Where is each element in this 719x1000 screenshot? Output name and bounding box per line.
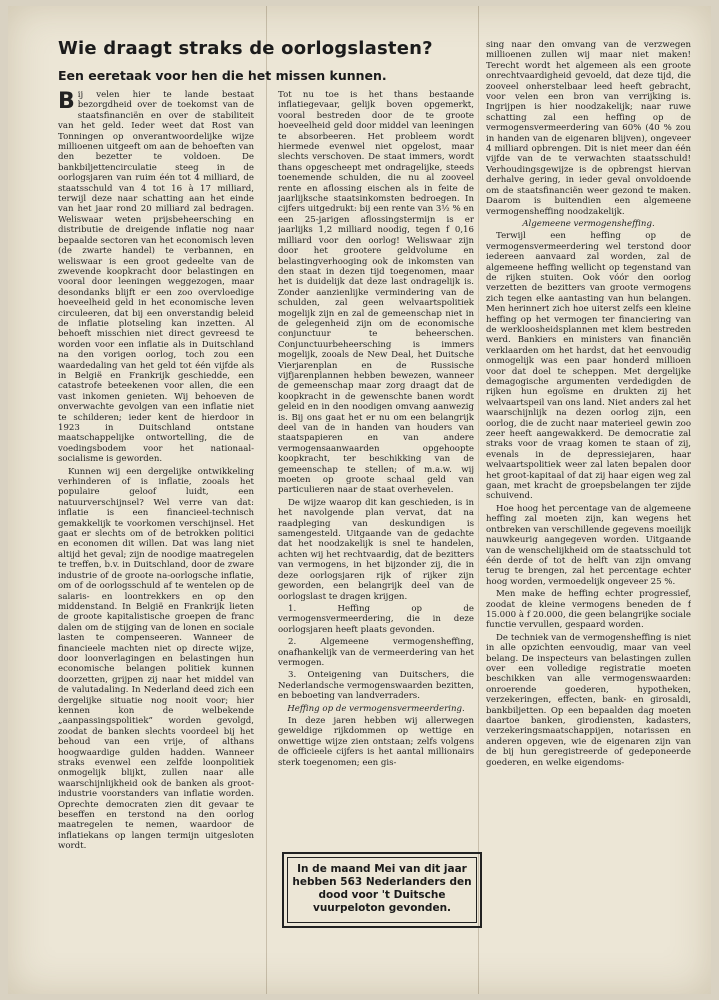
list-item: 2. Algemeene vermogensheffing, onafhankelijk van de vermeerdering van het vermogen. [278,637,474,668]
column-1 [58,90,254,940]
newspaper-page [8,6,711,994]
boxed-notice [282,852,482,928]
paragraph: sing naar den omvang van de verzwegen millioenen zullen wij maar niet maken! Terecht wordt het algemeen als een groote onrechtvaardigheid gevoeld, dat deze tijd, die zooveel onherstelbaar leed heeft gebracht, voor velen een bron van verrijking is. Ingrijpen is hier noodzakelijk; naar ruwe schatting zal een heffing op de vermogensvermeerdering van 60% (40 % zou in handen van de eigenaren blijven), ongeveer 4 milliard opbrengen. Dit is niet meer dan één vijfde van de te verwachten staatsschuld! Verhoudingsgewijze is de opbrengst hiervan derhalve gering, in ieder geval onvoldoende om de staatsfinanciën weer gezond te maken. Daarom is buitendien een algemeene vermogensheffing noodzakelijk. [486,40,691,217]
paragraph: Bij velen hier te lande bestaat bezorgdheid over de toekomst van de staatsfinanciën en over de stabiliteit van het geld. Ieder weet dat Rost van Tonningen op onverantwoordelijke wijze millioenen uitgeeft om aan de behoeften van den bezetter te voldoen. De bankbiljettencirculatie steeg in de oorlogsjaren van ruim één tot 4 milliard, de staatsschuld van 4 tot 16 à 17 milliard, terwijl deze naar schatting aan het einde van het jaar rond 20 milliard zal bedragen. Weliswaar weten prijsbeheersching en distributie de dreigende inflatie nog naar bepaalde sectoren van het economisch leven (de zwarte handel) te verbannen, en weliswaar is een groot gedeelte van de zwevende koopkracht door belastingen en vooral door leeningen weggezogen, maar desondanks blijft er een zoo overvloedige hoeveelheid geld in het economische leven circuleeren, dat bij een onverstandig beleid de inflatie plotseling kan inzetten. Al behoeft misschien niet direct gevreesd te worden voor een inflatie als in Duitschland na den vorigen oorlog, toch zou een waardedaling van het geld tot één vijfde als in België en Frankrijk geschiedde, een catastrofe beteekenen voor allen, die een vast inkomen genieten. Wij behoeven de onverwachte gevolgen van een inflatie niet te schilderen; ieder kent de hierdoor in 1923 in Duitschland ontstane maatschappelijke ontwortelling, die de voedingsbodem voor het nationaal-socialisme is geworden. [58,90,254,465]
paragraph: De techniek van de vermogensheffing is niet in alle opzichten eenvoudig, maar van veel belang. De inspecteurs van belastingen zullen over een volledige registratie moeten beschikken van alle vermogenswaarden: onroerende goederen, hypotheken, verzekeringen, effecten, bank- en girosaldi, bankbiljetten. Op een bepaalden dag moeten daartoe banken, girodiensten, kadasters, verzekeringsmaatschappijen, notarissen en anderen opgeven, wie de eigenaren zijn van de bij hun geregistreerde of gedeponeerde goederen, en welke eigendoms- [486,632,691,768]
drop-cap: B [58,90,75,114]
paragraph: Terwijl een heffing op de vermogensvermeerdering wel terstond door iedereen aanvaard zal worden, zal de algemeene heffing wellicht op tegenstand van de rijken stuiten. Ook vóór den oorlog verzetten de bezitters van groote vermogens zich tegen elke aantasting van hun belangen. Men herinnert zich hoe uiterst zelfs een kleine heffing op het vermogen ter financiering van de werkloosheidsplannen met klem bestreden werd. Bankiers en ministers van financiën verklaarden om het hardst, dat het eenvoudig onmogelijk was een paar honderd millioen voor dat doel te scheppen. Met dergelijke demagogische argumenten verdedigden de rijken hun egoïsme en drukten zij het welvaartspeil van ons land. Niet anders zal het waarschijnlijk na dezen oorlog zijn, een oorlog, die de zucht naar materieel gewin zoo zeer heeft aangewakkerd. De democratie zal straks voor de vraag komen te staan of zij, evenals in de depressiejaren, haar welvaartspolitiek weer zal laten bepalen door het groot-kapitaal of dat zij haar eigen weg zal gaan, met kracht de groepsbelangen ter zijde schuivend. [486,231,691,502]
paragraph: Tot nu toe is het thans bestaande inflatiegevaar, gelijk boven opgemerkt, vooral bestreden door de te groote hoeveelheid geld door middel van leeningen te absorbeeren. Het probleem wordt hiermede evenwel niet opgelost, maar slechts verschoven. De staat immers, wordt thans opgescheept met ondragelijke, steeds toenemende schulden, die nu al zooveel rente en aflossing eischen als in feite de jaarlijksche staatsinkomsten bedroegen. In cijfers uitgedrukt: bij een rente van 3½ % en een 25-jarigen aflossingstermijn is er jaarlijks 1,2 milliard noodig, tegen f 0,16 milliard voor den oorlog! Weliswaar zijn door het grootere geldvolume en belastingverhooging ook de inkomsten van den staat in dezen tijd toegenomen, maar het is duidelijk dat deze last ondragelijk is. Zonder aanzienlijke vermindering van de schulden, zal geen welvaartspolitiek mogelijk zijn en zal de gemeenschap niet in de gelegenheid zijn om de economische conjunctuur te beheerschen. Conjunctuurbeheersching is immers mogelijk, zooals de New Deal, het Duitsche Vierjarenplan en de Russische vijfjarenplannen hebben bewezen, wanneer de gemeenschap maar zorg draagt dat de koopkracht in de gewenschte banen wordt geleid en in den noodigen omvang aanwezig is. Bij ons gaat het er nu om een belangrijk deel van de in handen van houders van staatspapieren en van andere vermogensaanwaarden opgehoopte koopkracht, ter beschikking van de gemeenschap te stellen; of m.a.w. wij moeten op groote schaal geld van particulieren naar de staat overhevelen. [278,90,474,496]
paragraph: De wijze waarop dit kan geschieden, is in het navolgende plan vervat, dat na raadpleging van deskundigen is samengesteld. Uitgaande van de gedachte dat het noodzakelijk is snel te handelen, achten wij het rechtvaardig, dat de bezitters van vermogens, in het bijzonder zij, die in deze oorlogsjaren rijk of rijker zijn geworden, een belangrijk deel van de oorlogslast te dragen krijgen. [278,497,474,602]
paragraph: In deze jaren hebben wij allerwegen geweldige rijkdommen op wettige en onwettige wijze zien ontstaan; zelfs volgens de officieele cijfers is het aantal millionairs sterk toegenomen; een gis- [278,715,474,768]
paragraph: Hoe hoog het percentage van de algemeene heffing zal moeten zijn, kan wegens het ontbreken van verschillende gegevens moeilijk nauwkeurig aangegeven worden. Uitgaande van de wenschelijkheid om de staatsschuld tot één derde of tot de helft van zijn omvang terug te brengen, zal het percentage echter hoog worden, vermoedelijk ongeveer 25 %. [486,503,691,587]
article-subtitle: Een eeretaak voor hen die het missen kunnen. [58,68,387,83]
column-2 [278,90,474,860]
list-item: 3. Onteigening van Duitschers, die Nederlandsche vermogenswaarden bezitten, en beboeting van landverraders. [278,670,474,702]
section-heading: Algemeene vermogensheffing. [522,218,655,229]
column-fold [266,6,267,994]
article-title: Wie draagt straks de oorlogslasten? [58,38,433,59]
column-fold [478,6,479,994]
paragraph: Men make de heffing echter progressief, zoodat de kleine vermogens beneden de f 15.000 à f 20.000, die geen belangrijke sociale functie vervullen, gespaard worden. [486,589,691,631]
section-heading: Heffing op de vermogensvermeerdering. [287,703,465,714]
paragraph: Kunnen wij een dergelijke ontwikkeling verhinderen of is inflatie, zooals het populaire geloof luidt, een natuurverschijnsel? Wel verre van dat: inflatie is een financieel-technisch gemakkelijk te voorkomen verschijnsel. Het gaat er slechts om of de betrokken politici en economen dit willen. Dat was lang niet altijd het geval; zijn de noodige maatregelen te treffen, b.v. in Duitschland, door de zware industrie of de groote na-oorlogsche inflatie, om of de oorlogsschuld af te wentelen op de salaris- en loontrekkers en op den middenstand. In België en Frankrijk lieten de groote kapitalistische groepen de franc dalen om de stijging van de lonen en sociale lasten te compenseeren. Wanneer de financieele machten niet op directe wijze, door loonverlagingen en belastingen hun economische belangen politiek kunnen doorzetten, grijpen zij naar het middel van de valutadaling. In Nederland deed zich een dergelijke situatie nog nooit voor; hier kennen kon de welbekende „aanpassingspolitiek” worden gevolgd, zoodat de banken slechts voordeel bij het behoud van een vrije, of althans hoogwaardige gulden hadden. Wanneer straks evenwel een zelfde loonpolitiek onmogelijk blijkt, zullen naar alle waarschijnlijkheid ook de banken als groot-industrie voorstanders van inflatie worden. Oprechte democraten zien dit gevaar te beseffen en terstond na den oorlog maatregelen te nemen, waardoor de inflatiekans op langen termijn uitgesloten wordt. [58,466,254,852]
list-item: 1. Heffing op de vermogensvermeerdering, die in deze oorlogsjaren heeft plaats gevonden. [278,603,474,635]
column-3 [486,40,691,990]
boxed-notice-text: In de maand Mei van dit jaar hebben 563 Nederlanders den dood voor 't Duitsche vuurpeloton gevonden. [287,857,477,923]
